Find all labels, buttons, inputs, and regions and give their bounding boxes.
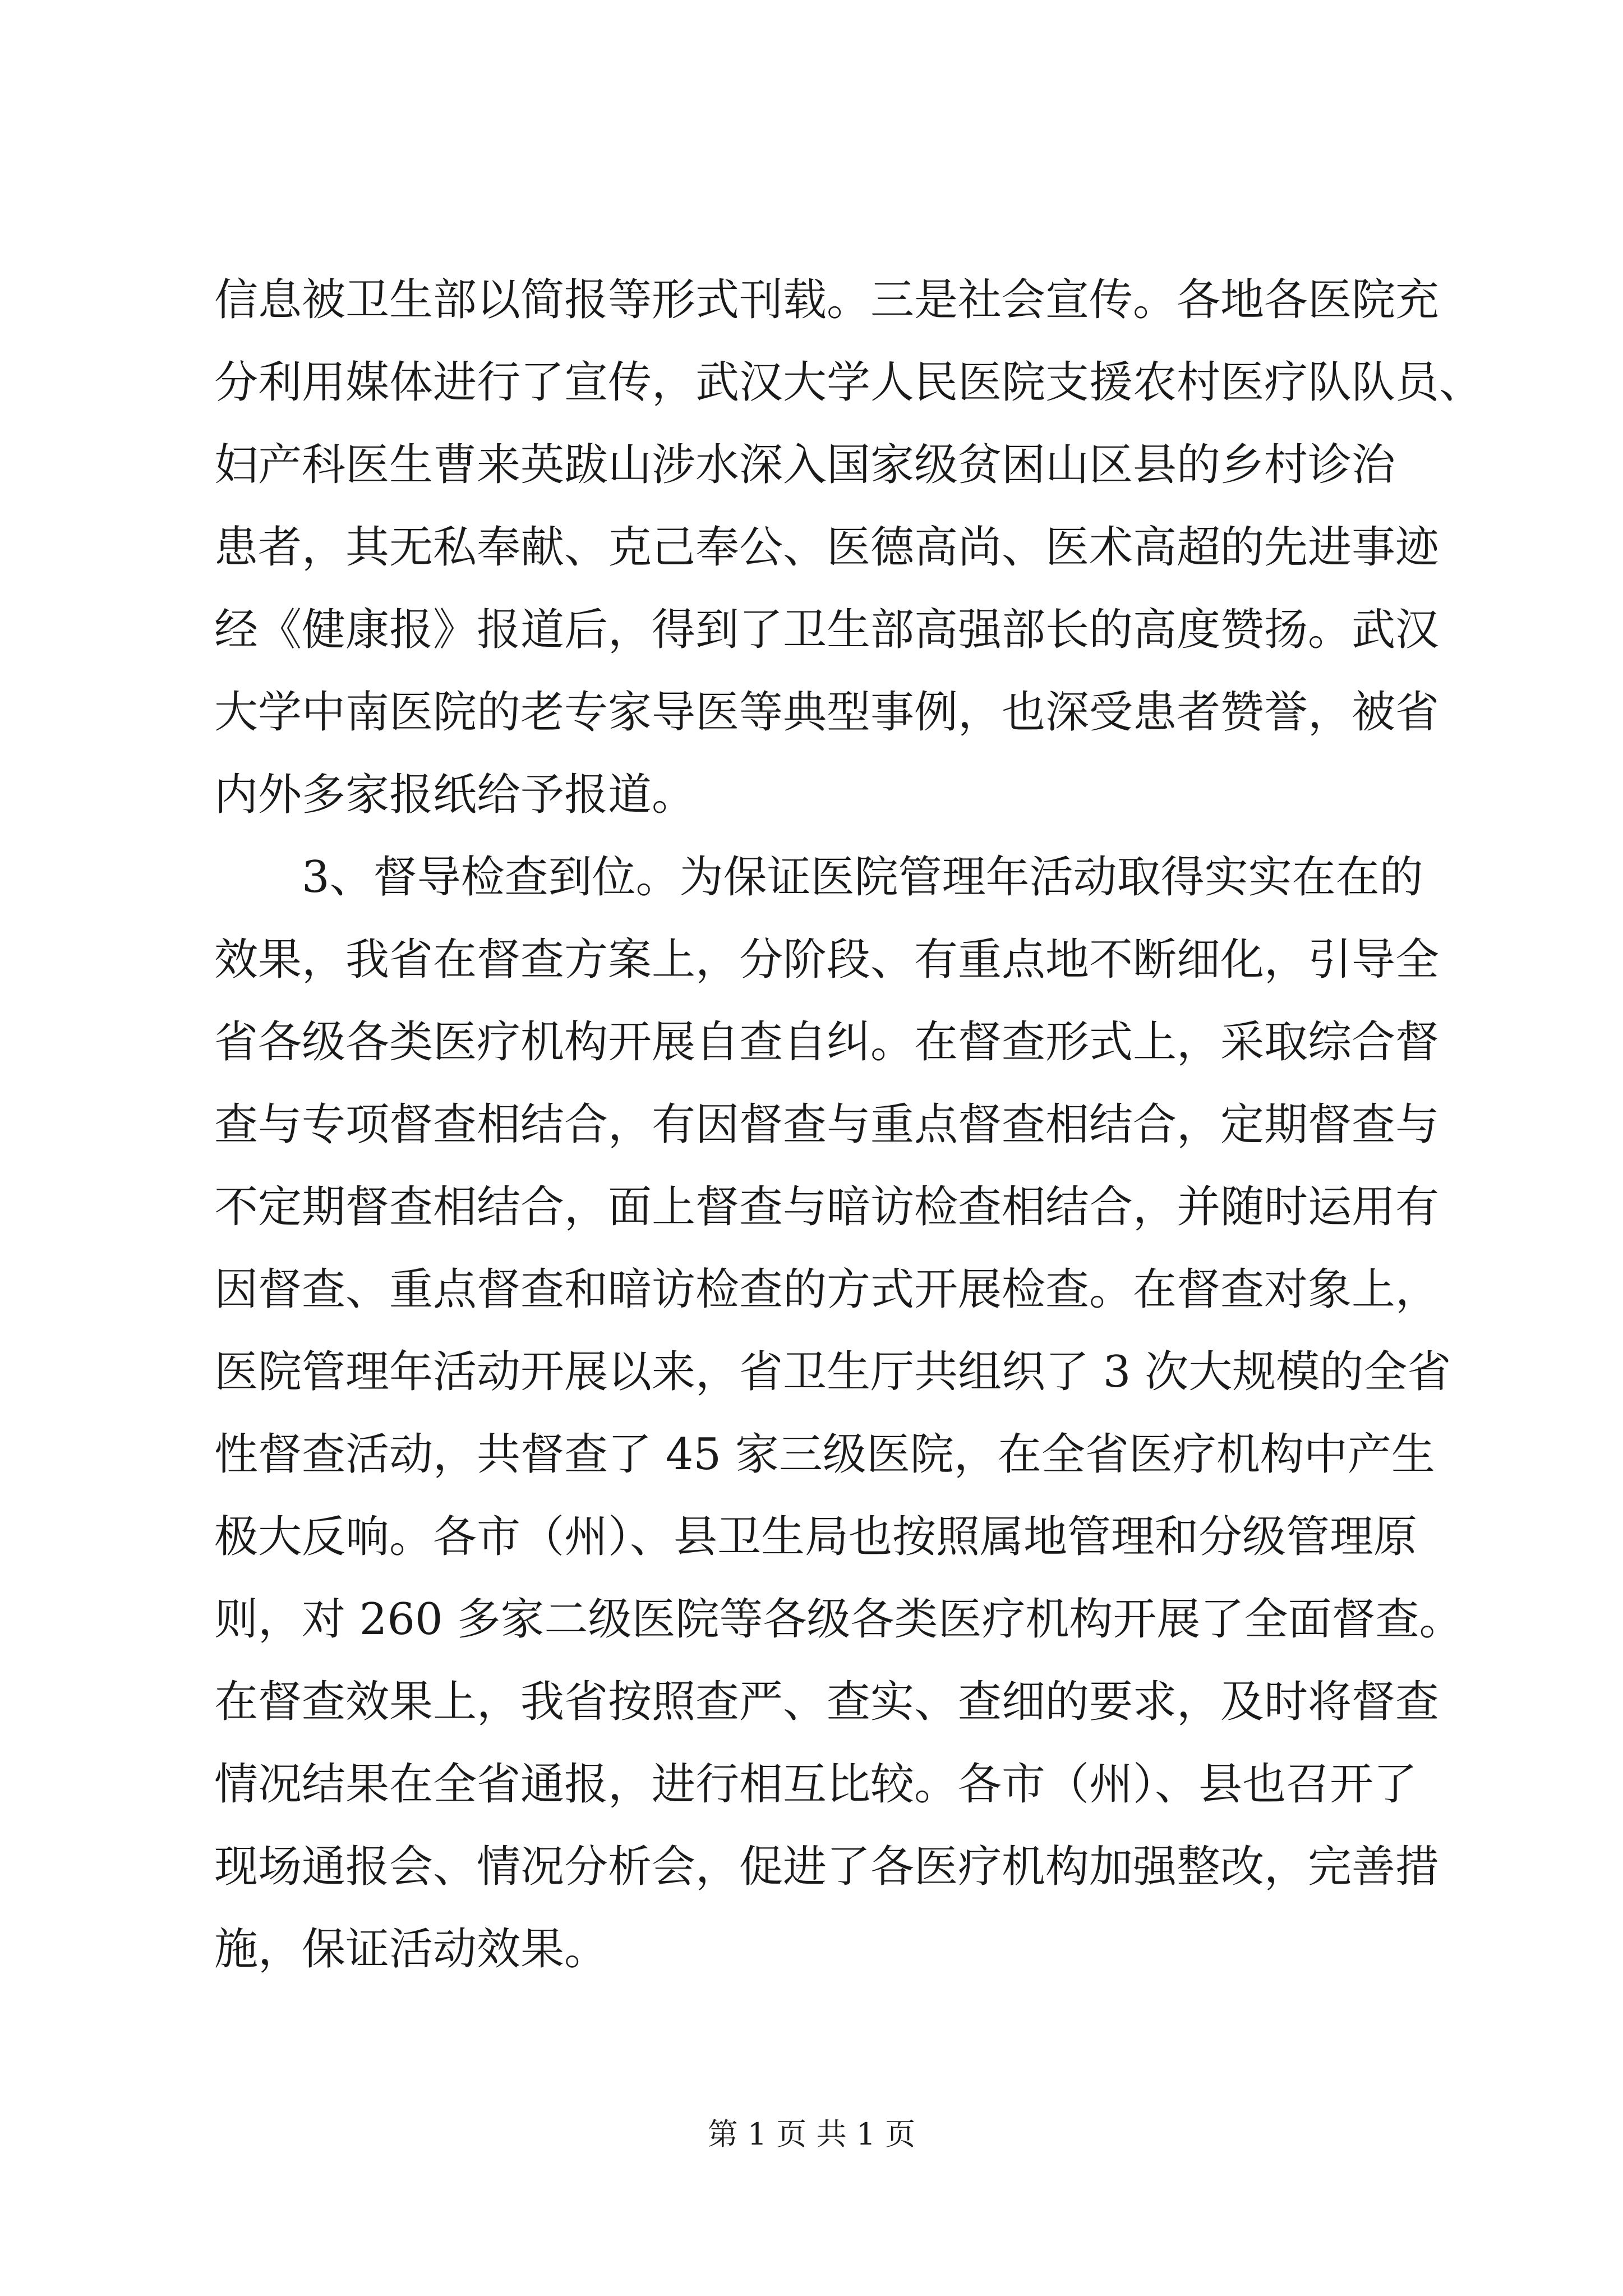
text-line: 在督查效果上，我省按照查严、查实、查细的要求，及时将督查 xyxy=(214,1677,1440,1727)
text-line: 信息被卫生部以简报等形式刊载。三是社会宣传。各地各医院充 xyxy=(214,275,1440,325)
body-text xyxy=(214,259,1483,1991)
text-line: 效果，我省在督查方案上，分阶段、有重点地不断细化，引导全 xyxy=(214,935,1440,985)
page-number: 第 1 页 共 1 页 xyxy=(707,2116,916,2152)
text-line: 省各级各类医疗机构开展自查自纠。在督查形式上，采取综合督 xyxy=(214,1017,1440,1068)
text-line: 医院管理年活动开展以来，省卫生厅共组织了 3 次大规模的全省 xyxy=(214,1347,1451,1397)
text-line: 经《健康报》报道后，得到了卫生部高强部长的高度赞扬。武汉 xyxy=(214,605,1440,655)
text-line: 则，对 260 多家二级医院等各级各类医疗机构开展了全面督查。 xyxy=(214,1594,1463,1645)
text-line: 患者，其无私奉献、克己奉公、医德高尚、医术高超的先进事迹 xyxy=(214,522,1440,573)
text-line: 内外多家报纸给予报道。 xyxy=(214,770,696,820)
text-line: 3、督导检查到位。为保证医院管理年活动取得实实在在的 xyxy=(214,852,1423,903)
text-line: 因督查、重点督查和暗访检查的方式开展检查。在督查对象上， xyxy=(214,1264,1440,1315)
text-line: 大学中南医院的老专家导医等典型事例，也深受患者赞誉，被省 xyxy=(214,687,1440,738)
text-line: 妇产科医生曹来英跋山涉水深入国家级贫困山区县的乡村诊治 xyxy=(214,440,1396,490)
text-line: 查与专项督查相结合，有因督查与重点督查相结合，定期督查与 xyxy=(214,1099,1440,1150)
text-line: 现场通报会、情况分析会，促进了各医疗机构加强整改，完善措 xyxy=(214,1842,1440,1892)
text-line: 不定期督查相结合，面上督查与暗访检查相结合，并随时运用有 xyxy=(214,1182,1440,1232)
page-footer xyxy=(0,2115,1623,2154)
text-line: 性督查活动，共督查了 45 家三级医院，在全省医疗机构中产生 xyxy=(214,1429,1435,1480)
text-line: 施，保证活动效果。 xyxy=(214,1924,608,1975)
text-line: 情况结果在全省通报，进行相互比较。各市（州）、县也召开了 xyxy=(214,1759,1418,1810)
text-line: 分利用媒体进行了宣传，武汉大学人民医院支援农村医疗队队员、 xyxy=(214,357,1483,408)
text-line: 极大反响。各市（州）、县卫生局也按照属地管理和分级管理原 xyxy=(214,1512,1418,1562)
